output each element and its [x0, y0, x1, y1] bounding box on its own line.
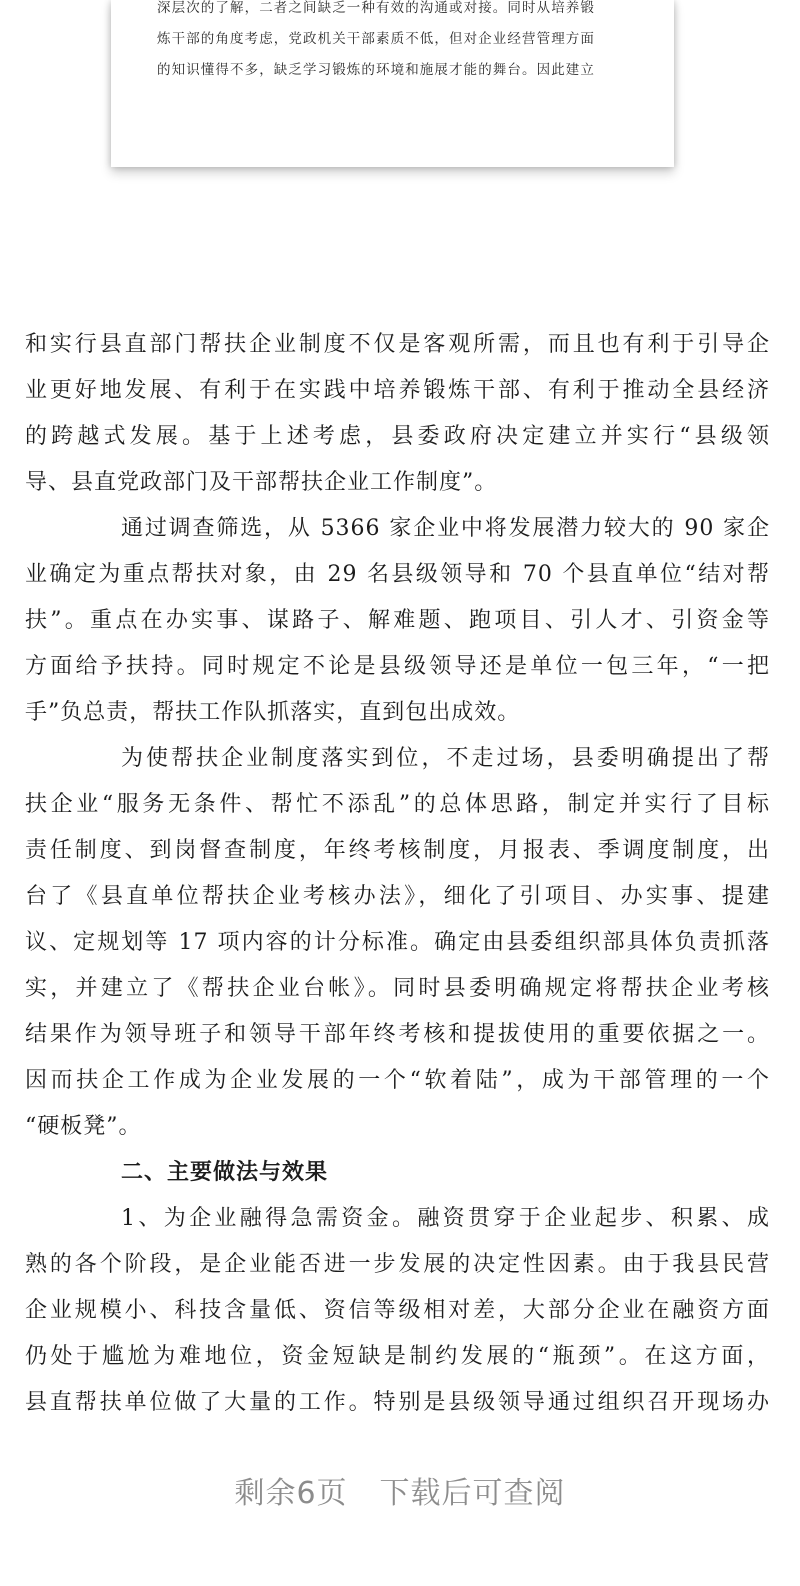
text-line: 导、县直党政部门及干部帮扶企业工作制度”。	[25, 470, 498, 495]
text-line: 为使帮扶企业制度落实到位，不走过场，县委明确提出了帮	[121, 746, 770, 771]
paragraph-4	[25, 1196, 770, 1426]
paragraph-2	[25, 506, 770, 736]
text-line: 台了《县直单位帮扶企业考核办法》，细化了引项目、办实事、提建	[25, 884, 770, 909]
text-line: 责任制度、到岗督查制度，年终考核制度，月报表、季调度制度，出	[25, 838, 770, 863]
document-body	[25, 322, 770, 1426]
text-line: 通过调查筛选，从 5366 家企业中将发展潜力较大的 90 家企	[121, 516, 770, 541]
preview-line: 炼干部的角度考虑，党政机关干部素质不低，但对企业经营管理方面	[157, 31, 595, 47]
text-line: 和实行县直部门帮扶企业制度不仅是客观所需，而且也有利于引导企	[25, 332, 770, 357]
text-line: 仍处于尴尬为难地位，资金短缺是制约发展的“瓶颈”。在这方面，	[25, 1344, 770, 1369]
download-to-view-text[interactable]: 下载后可查阅	[379, 1476, 566, 1511]
text-line: 县直帮扶单位做了大量的工作。特别是县级领导通过组织召开现场办	[25, 1390, 770, 1415]
download-prompt[interactable]	[0, 1468, 800, 1512]
text-line: 1、为企业融得急需资金。融资贯穿于企业起步、积累、成	[121, 1206, 770, 1231]
remaining-pages-text[interactable]: 剩余6页	[234, 1476, 348, 1511]
text-line: 实，并建立了《帮扶企业台帐》。同时县委明确规定将帮扶企业考核	[25, 976, 770, 1001]
text-line: 手”负总责，帮扶工作队抓落实，直到包出成效。	[25, 700, 521, 725]
text-line: 企业规模小、科技含量低、资信等级相对差，大部分企业在融资方面	[25, 1298, 770, 1323]
text-line: 的跨越式发展。基于上述考虑，县委政府决定建立并实行“县级领	[25, 424, 770, 449]
paragraph-1	[25, 322, 770, 506]
text-line: 因而扶企工作成为企业发展的一个“软着陆”，成为干部管理的一个	[25, 1068, 770, 1093]
text-line: 结果作为领导班子和领导干部年终考核和提拔使用的重要依据之一。	[25, 1022, 770, 1047]
text-line: 扶”。重点在办实事、谋路子、解难题、跑项目、引人才、引资金等	[25, 608, 770, 633]
section-heading: 二、主要做法与效果	[121, 1160, 329, 1185]
previous-page-preview	[111, 0, 674, 167]
text-line: 业更好地发展、有利于在实践中培养锻炼干部、有利于推动全县经济	[25, 378, 770, 403]
text-line: “硬板凳”。	[25, 1114, 142, 1139]
text-line: 议、定规划等 17 项内容的计分标准。确定由县委组织部具体负责抓落	[25, 930, 770, 955]
paragraph-3	[25, 736, 770, 1150]
text-line: 业确定为重点帮扶对象，由 29 名县级领导和 70 个县直单位“结对帮	[25, 562, 770, 587]
text-line: 方面给予扶持。同时规定不论是县级领导还是单位一包三年，“一把	[25, 654, 770, 679]
text-line: 熟的各个阶段，是企业能否进一步发展的决定性因素。由于我县民营	[25, 1252, 770, 1277]
preview-line: 深层次的了解，二者之间缺乏一种有效的沟通或对接。同时从培养锻	[157, 0, 595, 16]
preview-line: 的知识懂得不多，缺乏学习锻炼的环境和施展才能的舞台。因此建立	[157, 62, 595, 78]
text-line: 扶企业“服务无条件、帮忙不添乱”的总体思路，制定并实行了目标	[25, 792, 770, 817]
